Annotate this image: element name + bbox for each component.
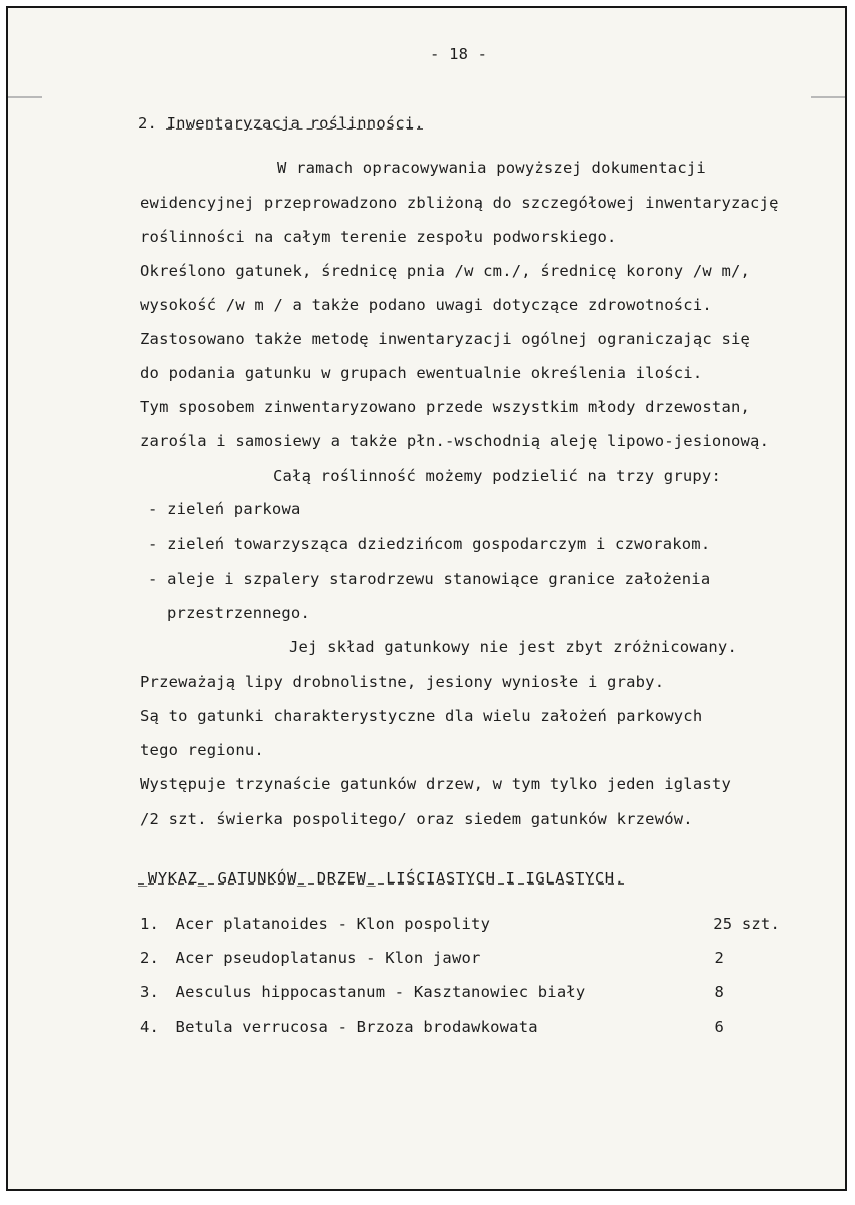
species-name: Acer pseudoplatanus - Klon jawor bbox=[175, 949, 481, 967]
species-quantity: 2 bbox=[714, 949, 724, 967]
species-quantity: 6 bbox=[714, 1018, 724, 1036]
species-name: Aesculus hippocastanum - Kasztanowiec biały bbox=[175, 983, 586, 1001]
scan-edge-mark-right bbox=[811, 96, 845, 98]
paragraph-line: tego regionu. bbox=[140, 741, 264, 759]
list-bullet-line: - aleje i szpalery starodrzewu stanowiące granice założenia bbox=[148, 570, 711, 588]
paragraph-line: /2 szt. świerka pospolitego/ oraz siedem gatunków krzewów. bbox=[140, 810, 693, 828]
paragraph-line: W ramach opracowywania powyższej dokumentacji bbox=[277, 159, 706, 177]
species-row bbox=[140, 948, 780, 968]
species-row bbox=[140, 1017, 780, 1037]
list-bullet-continuation: przestrzennego. bbox=[167, 604, 310, 622]
species-row bbox=[140, 914, 780, 934]
paragraph-line: Całą roślinność możemy podzielić na trzy grupy: bbox=[273, 467, 721, 485]
species-number: 2. bbox=[140, 949, 160, 967]
paragraph-line: do podania gatunku w grupach ewentualnie określenia ilości. bbox=[140, 364, 703, 382]
species-number: 4. bbox=[140, 1018, 160, 1036]
list-bullet-line: - zieleń parkowa bbox=[148, 500, 301, 518]
species-list-title: _WYKAZ_ GATUNKÓW_ DRZEW_ LIŚCIASTYCH I IGLASTYCH. bbox=[138, 869, 625, 887]
paragraph-line: Jej skład gatunkowy nie jest zbyt zróżnicowany. bbox=[289, 638, 737, 656]
species-quantity: 25 szt. bbox=[713, 915, 780, 933]
section-number: 2. bbox=[138, 114, 158, 132]
paragraph-line: zarośla i samosiewy a także płn.-wschodnią aleję lipowo-jesionową. bbox=[140, 432, 770, 450]
paragraph-line: Są to gatunki charakterystyczne dla wielu założeń parkowych bbox=[140, 707, 703, 725]
paragraph-line: Określono gatunek, średnicę pnia /w cm./, średnicę korony /w m/, bbox=[140, 262, 751, 280]
paragraph-line: ewidencyjnej przeprowadzono zbliżoną do szczegółowej inwentaryzację bbox=[140, 194, 779, 212]
species-quantity: 8 bbox=[714, 983, 724, 1001]
paragraph-line: Tym sposobem zinwentaryzowano przede wszystkim młody drzewostan, bbox=[140, 398, 751, 416]
scan-edge-mark-left bbox=[8, 96, 42, 98]
document-page bbox=[6, 6, 847, 1191]
list-bullet-line: - zieleń towarzysząca dziedzińcom gospodarczym i czworakom. bbox=[148, 535, 711, 553]
paragraph-line: Występuje trzynaście gatunków drzew, w tym tylko jeden iglasty bbox=[140, 775, 731, 793]
paragraph-line: Przeważają lipy drobnolistne, jesiony wyniosłe i graby. bbox=[140, 673, 665, 691]
species-number: 3. bbox=[140, 983, 160, 1001]
species-name: Betula verrucosa - Brzoza brodawkowata bbox=[175, 1018, 538, 1036]
paragraph-line: roślinności na całym terenie zespołu podworskiego. bbox=[140, 228, 617, 246]
section-title: Inwentaryzacja roślinności. bbox=[166, 114, 424, 132]
section-heading bbox=[138, 113, 424, 133]
species-name: Acer platanoides - Klon pospolity bbox=[175, 915, 491, 933]
paragraph-line: Zastosowano także metodę inwentaryzacji ogólnej ograniczając się bbox=[140, 330, 751, 348]
species-row bbox=[140, 982, 780, 1002]
page-number: - 18 - bbox=[430, 45, 488, 63]
species-number: 1. bbox=[140, 915, 160, 933]
paragraph-line: wysokość /w m / a także podano uwagi dotyczące zdrowotności. bbox=[140, 296, 712, 314]
